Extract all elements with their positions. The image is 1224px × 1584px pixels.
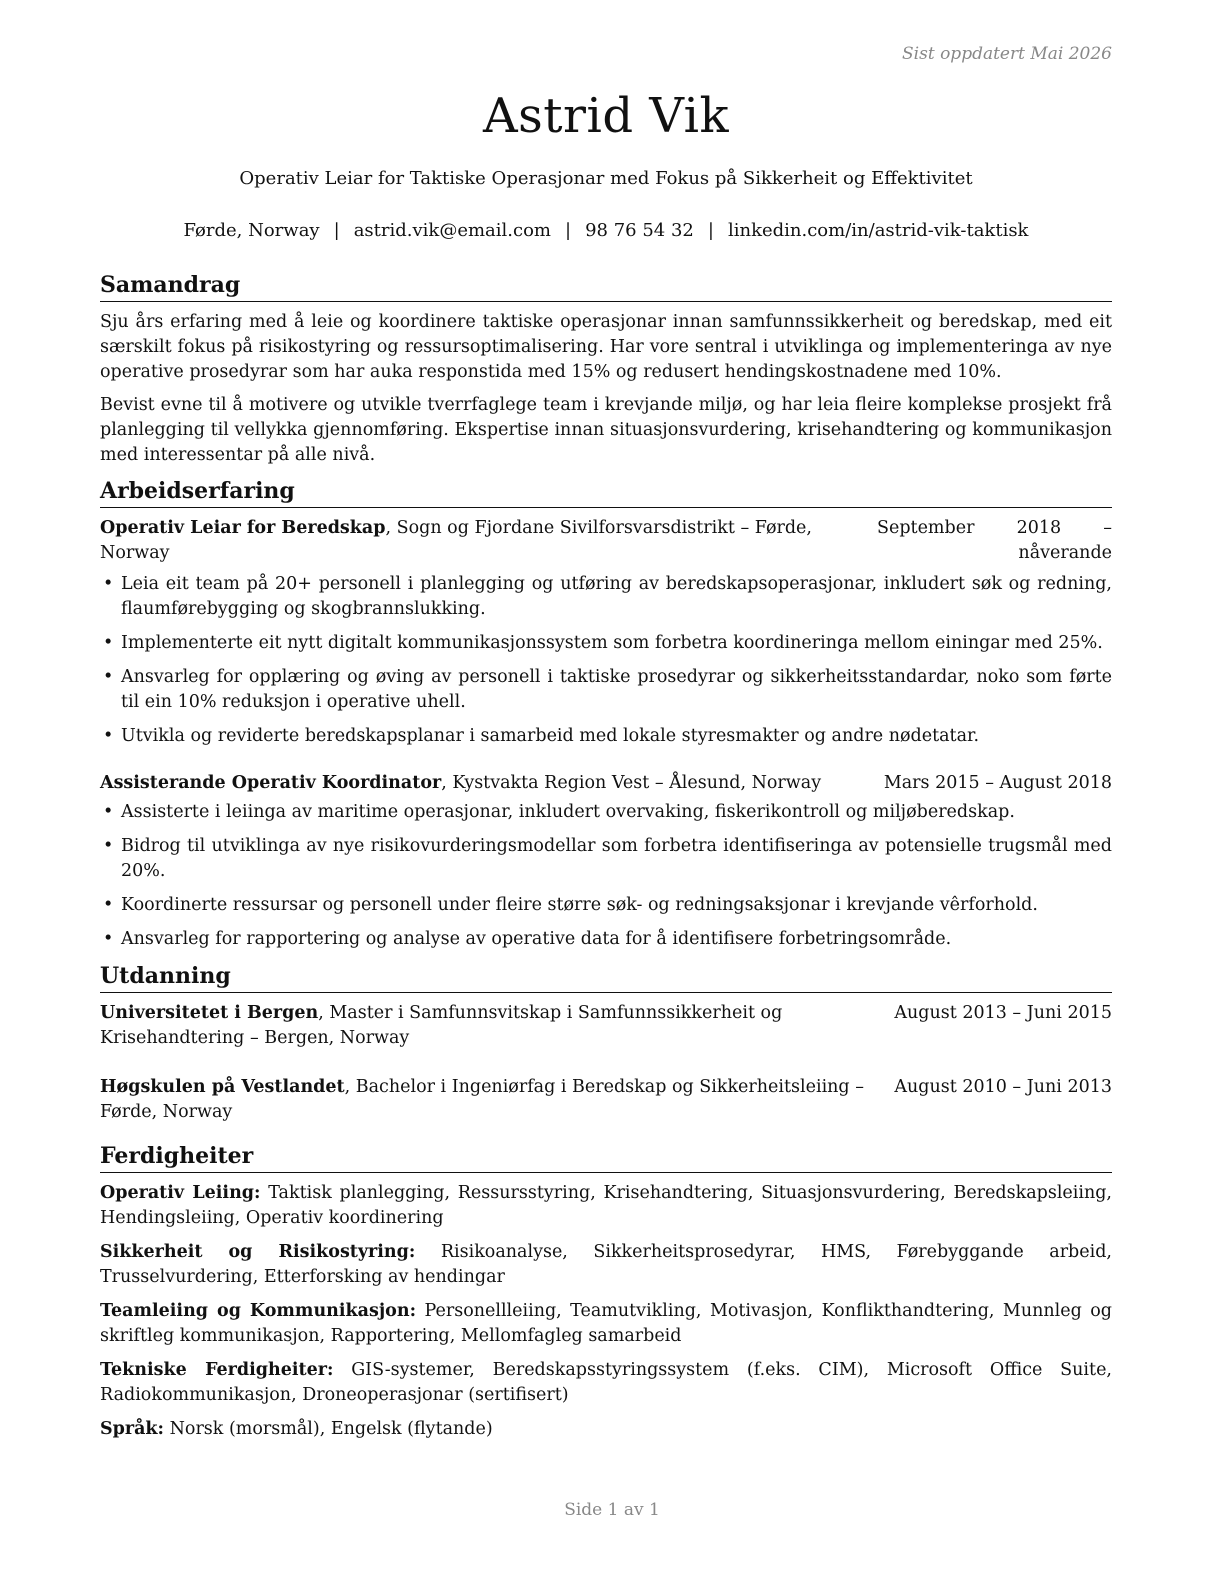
- job-entry: [100, 771, 1112, 952]
- contact-linkedin[interactable]: linkedin.com/in/astrid-vik-taktisk: [727, 220, 1029, 241]
- contact-phone: 98 76 54 32: [585, 220, 694, 241]
- section-title: Arbeidserfaring: [100, 476, 1112, 508]
- list-item: • Bidrog til utviklinga av nye risikovurderingsmodellar som forbetra identifiseringa av potensielle trugsmål med 20%.: [100, 834, 1112, 884]
- page-footer: Side 1 av 1: [564, 1500, 660, 1520]
- job-dates: September 2018 – nåverande: [877, 518, 1112, 563]
- degree-detail: , Master i Samfunnsvitskap i Samfunnssikkerheit og Krisehandtering – Bergen, Norway: [100, 1003, 783, 1048]
- list-item: • Ansvarleg for opplæring og øving av personell i taktiske prosedyrar og sikkerheitsstandardar, noko som førte til ein 10% reduksjon i operative uhell.: [100, 665, 1112, 715]
- skill-text: GIS-systemer, Beredskapsstyringssystem (f.eks. CIM), Microsoft Office Suite, Radiokommunikasjon, Droneoperasjonar (sertifisert): [100, 1360, 1112, 1405]
- list-item: • Koordinerte ressursar og personell under fleire større søk- og redningsaksjonar i krevjande vêrforhold.: [100, 893, 1112, 918]
- job-header: [100, 771, 1112, 796]
- candidate-name: Astrid Vik: [482, 88, 730, 144]
- skills-section: [100, 1141, 1112, 1442]
- contact-separator: |: [565, 220, 572, 241]
- section-title: Samandrag: [100, 270, 1112, 302]
- section-title: Utdanning: [100, 961, 1112, 993]
- last-updated: Sist oppdatert Mai 2026: [902, 44, 1112, 64]
- job-dates: Mars 2015 – August 2018: [883, 773, 1112, 793]
- skill-label: Teamleiing og Kommunikasjon:: [100, 1301, 417, 1321]
- contact-separator: |: [333, 220, 340, 241]
- summary-section: [100, 270, 1112, 468]
- skill-group: [100, 1417, 1112, 1442]
- skill-label: Sikkerheit og Risikostyring:: [100, 1242, 416, 1262]
- degree-detail: , Bachelor i Ingeniørfag i Beredskap og Sikkerheitsleiing – Førde, Norway: [100, 1077, 864, 1122]
- skill-text: Personellleiing, Teamutvikling, Motivasjon, Konflikthandtering, Munnleg og skriftleg kommunikasjon, Rapportering, Mellomfagleg samarbeid: [100, 1301, 1112, 1346]
- list-item: • Utvikla og reviderte beredskapsplanar i samarbeid med lokale styresmakter og andre nødetatar.: [100, 724, 1112, 749]
- list-item: • Ansvarleg for rapportering og analyse av operative data for å identifisere forbetringsområde.: [100, 927, 1112, 952]
- list-item: • Implementerte eit nytt digitalt kommunikasjonssystem som forbetra koordineringa mellom einingar med 25%.: [100, 631, 1112, 656]
- job-org: , Sogn og Fjordane Sivilforsvarsdistrikt – Førde, Norway: [100, 518, 812, 563]
- experience-section: [100, 476, 1112, 952]
- education-dates: August 2013 – Juni 2015: [894, 1003, 1112, 1023]
- contact-location: Førde, Norway: [183, 220, 320, 241]
- school-name: Universitetet i Bergen: [100, 1003, 319, 1023]
- job-role: Operativ Leiar for Beredskap: [100, 518, 386, 538]
- job-org: , Kystvakta Region Vest – Ålesund, Norway: [441, 773, 822, 793]
- summary-paragraph: Sju års erfaring med å leie og koordinere taktiske operasjonar innan samfunnssikkerheit og beredskap, med eit særskilt fokus på risikostyring og ressursoptimalisering. Har vore sentral i utviklinga og implementeringa av nye operative prosedyrar som har auka responstida med 15% og redusert hendingskostnadene med 10%.: [100, 312, 1112, 382]
- school-name: Høgskulen på Vestlandet: [100, 1077, 345, 1097]
- skill-label: Operativ Leiing:: [100, 1183, 261, 1203]
- job-entry: [100, 516, 1112, 749]
- list-item: • Leia eit team på 20+ personell i planlegging og utføring av beredskapsoperasjonar, inkludert søk og redning, flaumførebygging og skogbrannslukking.: [100, 572, 1112, 622]
- job-bullets: [100, 572, 1112, 749]
- education-entry: [100, 1075, 1112, 1125]
- job-bullets: [100, 800, 1112, 952]
- skill-text: Norsk (morsmål), Engelsk (flytande): [164, 1419, 493, 1439]
- contact-email[interactable]: astrid.vik@email.com: [353, 220, 552, 241]
- job-role: Assisterande Operativ Koordinator: [100, 773, 442, 793]
- skill-group: [100, 1358, 1112, 1408]
- skill-group: [100, 1299, 1112, 1349]
- education-entry: [100, 1001, 1112, 1051]
- education-dates: August 2010 – Juni 2013: [894, 1077, 1112, 1097]
- section-title: Ferdigheiter: [100, 1141, 1112, 1173]
- skill-label: Tekniske Ferdigheiter:: [100, 1360, 334, 1380]
- skill-group: [100, 1181, 1112, 1231]
- contact-separator: |: [707, 220, 714, 241]
- list-item: • Assisterte i leiinga av maritime operasjonar, inkludert overvaking, fiskerikontroll og miljøberedskap.: [100, 800, 1112, 825]
- resume-body: [100, 270, 1112, 1451]
- skill-text: Taktisk planlegging, Ressursstyring, Krisehandtering, Situasjonsvurdering, Beredskapsleiing, Hendingsleiing, Operativ koordinering: [100, 1183, 1112, 1228]
- summary-paragraph: Bevist evne til å motivere og utvikle tverrfaglege team i krevjande miljø, og har leia fleire komplekse prosjekt frå planlegging til vellykka gjennomføring. Ekspertise innan situasjonsvurdering, krisehandtering og kommunikasjon med interessentar på alle nivå.: [100, 395, 1112, 465]
- job-header: [100, 516, 1112, 566]
- skill-group: [100, 1240, 1112, 1290]
- education-section: [100, 961, 1112, 1125]
- skill-text: Risikoanalyse, Sikkerheitsprosedyrar, HMS, Førebyggande arbeid, Trusselvurdering, Etterforsking av hendingar: [100, 1242, 1112, 1287]
- contact-line: [100, 220, 1112, 241]
- tagline: Operativ Leiar for Taktiske Operasjonar med Fokus på Sikkerheit og Effektivitet: [239, 168, 973, 189]
- skill-label: Språk:: [100, 1419, 165, 1439]
